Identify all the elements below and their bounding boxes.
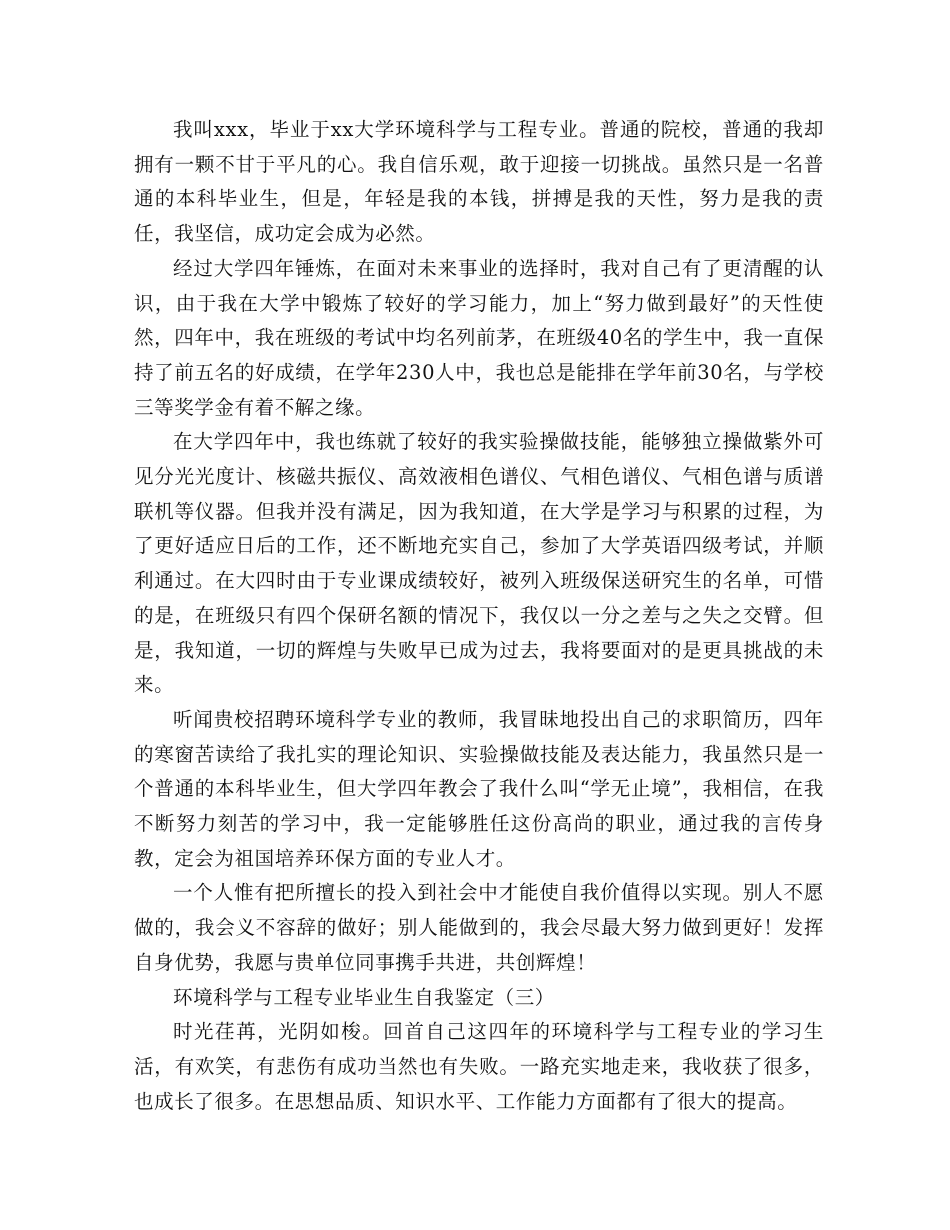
paragraph-application: 听闻贵校招聘环境科学专业的教师，我冒昧地投出自己的求职简历，四年的寒窗苦读给了我扎实的理论知识、实验操做技能及表达能力，我虽然只是一个普通的本科毕业生，但大学四年教会了我什么叫“学无止境”，我相信，在我不断努力刻苦的学习中，我一定能够胜任这份高尚的职业，通过我的言传身教，定会为祖国培养环保方面的专业人才。 bbox=[134, 707, 824, 870]
paragraph-academic-record: 经过大学四年锤炼，在面对未来事业的选择时，我对自己有了更清醒的认识，由于我在大学中锻炼了较好的学习能力，加上“努力做到最好”的天性使然，四年中，我在班级的考试中均名列前茅，在班级40名的学生中，我一直保持了前五名的好成绩，在学年230人中，我也总是能排在学年前30名，与学校三等奖学金有着不解之缘。 bbox=[134, 256, 824, 419]
paragraph-introduction: 我叫xxx，毕业于xx大学环境科学与工程专业。普通的院校，普通的我却拥有一颗不甘于平凡的心。我自信乐观，敢于迎接一切挑战。虽然只是一名普通的本科毕业生，但是，年轻是我的本钱，拼搏是我的天性，努力是我的责任，我坚信，成功定会成为必然。 bbox=[134, 118, 824, 246]
paragraph-closing-statement: 一个人惟有把所擅长的投入到社会中才能使自我价值得以实现。别人不愿做的，我会义不容辞的做好；别人能做到的，我会尽最大努力做到更好！发挥自身优势，我愿与贵单位同事携手共进，共创辉煌！ bbox=[134, 881, 824, 974]
document-body bbox=[134, 113, 824, 1119]
paragraph-self-assessment: 时光荏苒，光阴如梭。回首自己这四年的环境科学与工程专业的学习生活，有欢笑，有悲伤有成功当然也有失败。一路充实地走来，我收获了很多，也成长了很多。在思想品质、知识水平、工作能力方面都有了很大的提高。 bbox=[134, 1020, 824, 1113]
paragraph-lab-skills: 在大学四年中，我也练就了较好的我实验操做技能，能够独立操做紫外可见分光光度计、核磁共振仪、高效液相色谱仪、气相色谱仪、气相色谱与质谱联机等仪器。但我并没有满足，因为我知道，在大学是学习与积累的过程，为了更好适应日后的工作，还不断地充实自己，参加了大学英语四级考试，并顺利通过。在大四时由于专业课成绩较好，被列入班级保送研究生的名单，可惜的是，在班级只有四个保研名额的情况下，我仅以一分之差与之失之交臂。但是，我知道，一切的辉煌与失败早已成为过去，我将要面对的是更具挑战的未来。 bbox=[134, 430, 824, 697]
section-title: 环境科学与工程专业毕业生自我鉴定（三） bbox=[173, 985, 555, 1009]
